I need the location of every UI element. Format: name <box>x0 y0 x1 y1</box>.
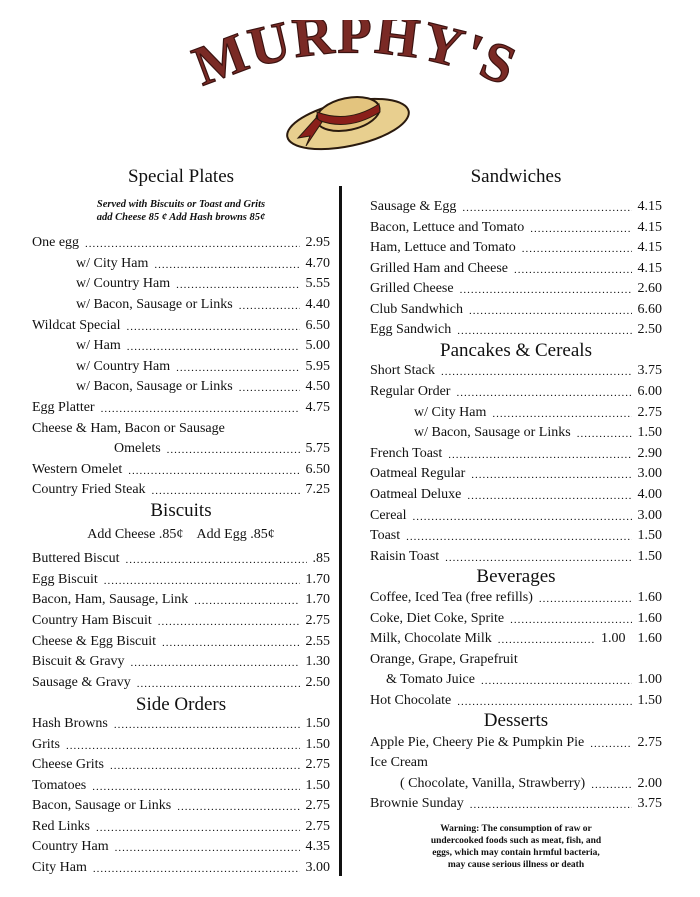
item-price: 4.70 <box>305 256 330 271</box>
item-price: 1.50 <box>637 693 662 708</box>
item-price: 1.50 <box>305 716 330 731</box>
logo-text: MURPHY'S <box>185 20 526 99</box>
dot-leader <box>177 800 299 814</box>
menu-item <box>32 478 330 498</box>
item-label: Milk, Chocolate Milk <box>370 631 492 646</box>
menu-item <box>32 547 330 567</box>
item-price: 1.70 <box>305 572 330 587</box>
item-label: Toast <box>370 528 401 543</box>
menu-item <box>370 462 662 482</box>
dot-leader <box>470 798 632 812</box>
dot-leader <box>92 780 299 794</box>
dot-leader <box>456 386 631 400</box>
dot-leader <box>469 304 632 318</box>
item-price: 2.60 <box>637 281 662 296</box>
item-price: 2.75 <box>637 735 662 750</box>
menu-item <box>370 524 662 544</box>
biscuits-addon: Add Cheese .85¢ Add Egg .85¢ <box>87 527 275 542</box>
dot-leader <box>126 553 307 567</box>
menu-item <box>370 359 662 379</box>
dot-leader <box>101 402 300 416</box>
item-label: ( Chocolate, Vanilla, Strawberry) <box>400 776 586 791</box>
menu-item <box>370 668 662 688</box>
item-price: 5.55 <box>305 276 330 291</box>
item-price: 4.00 <box>637 487 662 502</box>
item-price: 4.50 <box>305 379 330 394</box>
item-label: Egg Biscuit <box>32 572 98 587</box>
item-label: w/ Country Ham <box>76 276 171 291</box>
dot-leader <box>115 841 300 855</box>
item-price: 3.75 <box>637 796 662 811</box>
dot-leader <box>514 263 631 277</box>
menu-item <box>32 794 330 814</box>
menu-item <box>32 293 330 313</box>
dot-leader <box>492 407 631 421</box>
item-label: Bacon, Ham, Sausage, Link <box>32 592 189 607</box>
item-label: Short Stack <box>370 363 435 378</box>
menu-item <box>370 689 662 709</box>
dot-leader <box>66 739 300 753</box>
item-price: 2.90 <box>637 446 662 461</box>
item-label: Apple Pie, Cheery Pie & Pumpkin Pie <box>370 735 585 750</box>
menu-item <box>32 671 330 691</box>
item-label: Ice Cream <box>370 755 428 770</box>
dot-leader <box>539 592 632 606</box>
dot-leader <box>114 718 300 732</box>
item-label: Wildcat Special <box>32 318 121 333</box>
item-price: 4.75 <box>305 400 330 415</box>
item-price: 1.00 <box>637 672 662 687</box>
dot-leader <box>104 574 300 588</box>
item-label: Country Ham Biscuit <box>32 613 152 628</box>
dot-leader <box>457 695 631 709</box>
item-price: 2.75 <box>305 613 330 628</box>
pancakes-heading: Pancakes & Cereals <box>440 340 592 361</box>
dot-leader <box>85 237 299 251</box>
menu-item <box>32 588 330 608</box>
dot-leader <box>127 340 300 354</box>
item-label: w/ Bacon, Sausage or Links <box>76 297 233 312</box>
menu-item <box>370 483 662 503</box>
item-label: Bacon, Sausage or Links <box>32 798 172 813</box>
item-label: Cheese & Egg Biscuit <box>32 634 157 649</box>
item-price: 5.95 <box>305 359 330 374</box>
menu-item <box>32 650 330 670</box>
menu-item <box>32 856 330 876</box>
menu-item <box>32 568 330 588</box>
item-price: 1.60 <box>637 590 662 605</box>
item-price: 3.75 <box>637 363 662 378</box>
menu-item <box>370 607 662 627</box>
murphys-logo <box>170 20 540 160</box>
dot-leader <box>591 778 631 792</box>
menu-item <box>370 257 662 277</box>
item-label: Coke, Diet Coke, Sprite <box>370 611 505 626</box>
dot-leader <box>498 633 595 647</box>
item-label: Cheese Grits <box>32 757 104 772</box>
item-price: 1.50 <box>637 549 662 564</box>
item-price: 1.50 <box>637 425 662 440</box>
item-label: w/ Bacon, Sausage or Links <box>414 425 571 440</box>
item-price: 2.50 <box>637 322 662 337</box>
item-label: w/ City Ham <box>76 256 149 271</box>
dot-leader <box>126 320 299 334</box>
menu-item <box>370 792 662 812</box>
item-label: Sausage & Egg <box>370 199 457 214</box>
item-price: 6.00 <box>637 384 662 399</box>
column-divider <box>339 186 342 876</box>
menu-item <box>370 277 662 297</box>
menu-item <box>32 753 330 773</box>
menu-item <box>32 437 330 457</box>
item-label: w/ Ham <box>76 338 121 353</box>
food-safety-warning: Warning: The consumption of raw or undercooked foods such as meat, fish, and eggs, which may contain hrmful bacteria, may cause serious illness or death <box>430 824 602 870</box>
item-label: Orange, Grape, Grapefruit <box>370 652 518 667</box>
item-price: .85 <box>312 551 330 566</box>
item-price: 5.75 <box>305 441 330 456</box>
dot-leader <box>152 484 300 498</box>
item-label: Biscuit & Gravy <box>32 654 125 669</box>
item-label: Country Ham <box>32 839 109 854</box>
item-price: 6.50 <box>305 462 330 477</box>
item-price: 1.50 <box>305 778 330 793</box>
item-price: 3.00 <box>637 466 662 481</box>
menu-item <box>370 504 662 524</box>
menu-item <box>370 442 662 462</box>
menu-item <box>32 417 330 437</box>
menu-item <box>32 334 330 354</box>
item-label: w/ Country Ham <box>76 359 171 374</box>
dot-leader <box>239 381 300 395</box>
dot-leader <box>96 821 300 835</box>
menu-item <box>370 421 662 441</box>
item-label: & Tomato Juice <box>386 672 475 687</box>
dot-leader <box>445 551 631 565</box>
dot-leader <box>530 222 631 236</box>
item-label: Omelets <box>114 441 161 456</box>
item-label: Brownie Sunday <box>370 796 464 811</box>
item-price: 1.00 <box>601 631 626 646</box>
side-orders-heading: Side Orders <box>135 694 227 715</box>
dot-leader <box>176 278 299 292</box>
item-label: One egg <box>32 235 80 250</box>
dot-leader <box>481 674 632 688</box>
item-price: 1.60 <box>637 611 662 626</box>
item-label: Ham, Lettuce and Tomato <box>370 240 516 255</box>
desserts-heading: Desserts <box>483 710 549 731</box>
item-label: French Toast <box>370 446 443 461</box>
menu-item <box>370 380 662 400</box>
item-label: Grits <box>32 737 60 752</box>
item-label: Coffee, Iced Tea (free refills) <box>370 590 533 605</box>
dot-leader <box>441 365 632 379</box>
menu-item <box>32 630 330 650</box>
menu-item <box>370 586 662 606</box>
dot-leader <box>93 862 300 876</box>
dot-leader <box>239 299 300 313</box>
dot-leader <box>467 489 631 503</box>
special-plates-note: Served with Biscuits or Toast and Grits add Cheese 85 ¢ Add Hash browns 85¢ <box>96 199 266 223</box>
menu-item <box>32 272 330 292</box>
dot-leader <box>167 443 300 457</box>
item-label: Egg Platter <box>32 400 95 415</box>
item-price: 3.00 <box>637 508 662 523</box>
item-price: 6.60 <box>637 302 662 317</box>
item-label: w/ City Ham <box>414 405 487 420</box>
menu-item <box>32 375 330 395</box>
item-label: Cheese & Ham, Bacon or Sausage <box>32 421 225 436</box>
dot-leader <box>158 615 300 629</box>
menu-item <box>370 236 662 256</box>
menu-item <box>32 712 330 732</box>
item-price: 3.00 <box>305 860 330 875</box>
item-price: 1.60 <box>637 631 662 646</box>
item-label: Country Fried Steak <box>32 482 146 497</box>
dot-leader <box>128 464 299 478</box>
menu-item <box>32 835 330 855</box>
item-price: 2.75 <box>305 798 330 813</box>
dot-leader <box>471 468 631 482</box>
menu-item <box>370 627 662 647</box>
item-label: City Ham <box>32 860 87 875</box>
menu-item <box>32 355 330 375</box>
item-label: w/ Bacon, Sausage or Links <box>76 379 233 394</box>
item-label: Hash Browns <box>32 716 108 731</box>
item-price: 2.75 <box>305 819 330 834</box>
item-price: 1.50 <box>637 528 662 543</box>
item-label: Red Links <box>32 819 90 834</box>
straw-hat-icon <box>283 90 413 159</box>
item-label: Egg Sandwich <box>370 322 452 337</box>
dot-leader <box>110 759 300 773</box>
menu-item <box>32 396 330 416</box>
item-price: 7.25 <box>305 482 330 497</box>
item-price: 5.00 <box>305 338 330 353</box>
menu-item <box>370 545 662 565</box>
item-price: 2.55 <box>305 634 330 649</box>
item-label: Cereal <box>370 508 407 523</box>
item-label: Club Sandwhich <box>370 302 463 317</box>
item-price: 4.35 <box>305 839 330 854</box>
dot-leader <box>577 427 632 441</box>
dot-leader <box>131 656 300 670</box>
special-plates-heading: Special Plates <box>127 166 235 187</box>
beverages-heading: Beverages <box>476 566 556 587</box>
menu-item <box>370 318 662 338</box>
dot-leader <box>522 242 632 256</box>
dot-leader <box>413 510 632 524</box>
item-price: 4.15 <box>637 240 662 255</box>
item-price: 2.00 <box>637 776 662 791</box>
dot-leader <box>194 594 299 608</box>
item-label: Western Omelet <box>32 462 123 477</box>
dot-leader <box>460 283 632 297</box>
item-label: Hot Chocolate <box>370 693 452 708</box>
menu-item <box>370 195 662 215</box>
menu-item <box>32 231 330 251</box>
item-price: 4.15 <box>637 220 662 235</box>
dot-leader <box>590 737 631 751</box>
dot-leader <box>176 361 299 375</box>
item-price: 1.70 <box>305 592 330 607</box>
menu-item <box>370 772 662 792</box>
item-price: 2.75 <box>637 405 662 420</box>
dot-leader <box>137 677 300 691</box>
item-price: 2.50 <box>305 675 330 690</box>
dot-leader <box>406 530 631 544</box>
item-label: Regular Order <box>370 384 451 399</box>
menu-item <box>370 731 662 751</box>
menu-item <box>370 298 662 318</box>
item-label: Oatmeal Deluxe <box>370 487 462 502</box>
item-label: Grilled Ham and Cheese <box>370 261 509 276</box>
menu-item <box>370 216 662 236</box>
menu-item <box>32 609 330 629</box>
menu-item <box>32 815 330 835</box>
dot-leader <box>510 613 631 627</box>
item-label: Sausage & Gravy <box>32 675 131 690</box>
sandwiches-heading: Sandwiches <box>470 166 562 187</box>
item-price: 2.95 <box>305 235 330 250</box>
menu-item <box>370 751 662 771</box>
dot-leader <box>462 201 631 215</box>
item-price: 4.15 <box>637 261 662 276</box>
item-price: 4.40 <box>305 297 330 312</box>
dot-leader <box>448 448 631 462</box>
item-label: Grilled Cheese <box>370 281 454 296</box>
biscuits-heading: Biscuits <box>150 500 212 521</box>
item-label: Raisin Toast <box>370 549 440 564</box>
item-price: 1.50 <box>305 737 330 752</box>
item-label: Buttered Biscut <box>32 551 120 566</box>
item-label: Bacon, Lettuce and Tomato <box>370 220 525 235</box>
menu-item <box>32 314 330 334</box>
menu-item <box>32 252 330 272</box>
menu-item <box>32 774 330 794</box>
dot-leader <box>162 636 299 650</box>
menu-item <box>370 648 662 668</box>
item-price: 4.15 <box>637 199 662 214</box>
dot-leader <box>457 324 631 338</box>
item-label: Tomatoes <box>32 778 87 793</box>
logo-graphic <box>170 20 540 160</box>
item-label: Oatmeal Regular <box>370 466 466 481</box>
menu-item <box>32 733 330 753</box>
item-price: 1.30 <box>305 654 330 669</box>
menu-item <box>370 401 662 421</box>
dot-leader <box>154 258 299 272</box>
menu-item <box>32 458 330 478</box>
item-price: 6.50 <box>305 318 330 333</box>
item-price: 2.75 <box>305 757 330 772</box>
